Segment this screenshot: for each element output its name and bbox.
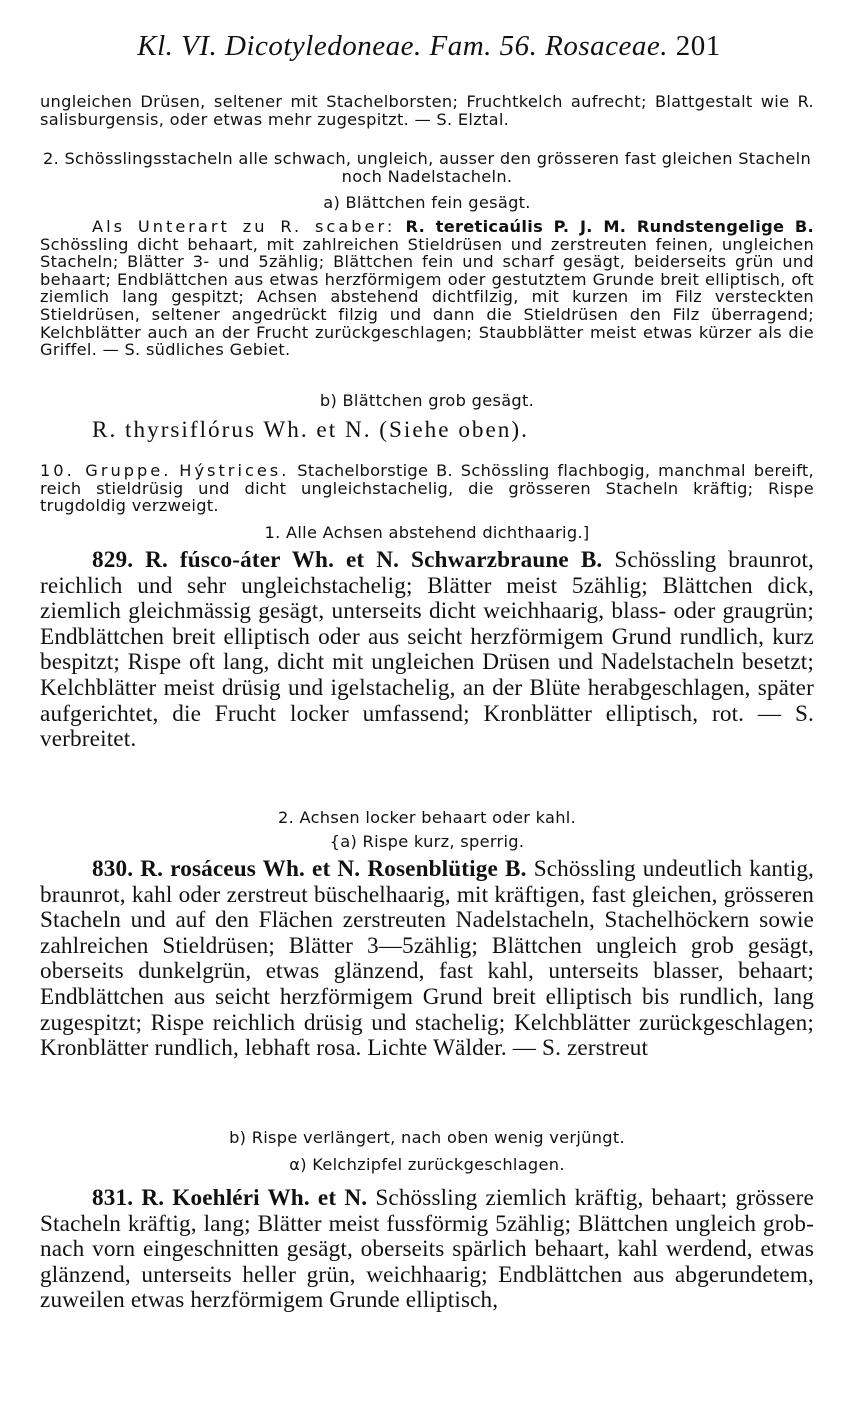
group-name: Hýstrices. (179, 461, 290, 480)
subheading-b: b) Blättchen grob gesägt. (319, 391, 535, 410)
unterart-intro: Als Unterart zu R. scaber: (92, 217, 396, 236)
species-829 (40, 548, 814, 753)
subheading-alpha: α) Kelchzipfel zurückgeschlagen. (289, 1155, 565, 1174)
unterart-text: Schössling dicht behaart, mit zahlreichen Stieldrüsen und zerstreuten feinen, ungleichen Stacheln; Blätter 3- und 5zählig; Blättchen fein und scharf gesägt, beiderseits grün und behaart; Endblättchen aus etwas herzförmigem oder gestutztem Grunde breit elliptisch, oft ziemlich lang gespitzt; Achsen abstehend dichtfilzig, mit kurzen im Filz versteckten Stieldrüsen, seltener angedrückt filzig und dann die Stieldrüsen den Filz überragend; Kelchblätter auch an der Frucht zurückgeschlagen; Staubblätter meist etwas kürzer als die Griffel. — S. südliches Gebiet. (40, 234, 814, 360)
group-label: 10. Gruppe. (40, 461, 172, 480)
species-829-text: Schössling braunrot, reichlich und sehr ungleichstachelig; Blätter meist 5zählig; Blättchen dick, ziemlich gleichmässig gesägt, unterseits dicht weichhaarig, blass- oder graugrün; Endblättchen breit elliptisch oder aus seicht herzförmigem Grund rundlich, kurz bespitzt; Rispe oft lang, dicht mit ungleichen Drüsen und Nadelstacheln besetzt; Kelchblätter meist drüsig und igelstachelig, an der Blüte herabgeschlagen, später aufgerichtet, die Frucht locker umfassend; Kronblätter elliptisch, rot. — S. verbreitet. (40, 547, 814, 753)
running-header (40, 30, 818, 70)
page-number: 201 (675, 30, 721, 62)
group-10-paragraph (40, 462, 814, 515)
subheading-a: a) Blättchen fein gesägt. (323, 193, 531, 212)
key-item-2: 2. Schösslingsstacheln alle schwach, ungleich, ausser den grösseren fast gleichen Stacheln noch Nadelstacheln. (42, 149, 812, 186)
unterart-name: R. tereticaúlis P. J. M. Rundstengelige B. (405, 217, 815, 236)
subheading-2: 2. Achsen locker behaart oder kahl. (277, 808, 577, 827)
paragraph-continuation: ungleichen Drüsen, seltener mit Stachelborsten; Fruchtkelch aufrecht; Blattgestalt wie R. salisburgensis, oder etwas mehr zugespitzt. — S. Elztal. (40, 92, 814, 129)
subheading-2a: {a) Rispe kurz, sperrig. (329, 832, 525, 851)
species-829-number: 829. (92, 547, 134, 573)
unterart-paragraph (40, 218, 814, 359)
species-831 (40, 1186, 814, 1314)
header-title: Kl. VI. Dicotyledoneae. Fam. 56. Rosaceae. (137, 30, 668, 62)
species-831-number: 831. (92, 1185, 134, 1211)
species-829-name: R. fúsco-áter Wh. et N. (145, 547, 400, 573)
species-830-number: 830. (92, 856, 134, 882)
species-830-german: Rosenblütige B. (367, 856, 527, 882)
thyrsiflorus-reference: R. thyrsiflórus Wh. et N. (Siehe oben). (92, 417, 529, 443)
species-830-text: Schössling undeutlich kantig, braunrot, kahl oder zerstreut büschelhaarig, mit kräftigen, fast gleichen, grösseren Stacheln und auf den Flächen zerstreuten Nadelstacheln, Stachelhöckern sowie zahlreichen Stieldrüsen; Blätter 3—5zählig; Blättchen ungleich grob gesägt, oberseits dunkelgrün, etwas glänzend, fast kahl, unterseits blasser, behaart; Endblättchen aus seicht herzförmigem Grund breit elliptisch bis rundlich, lang zugespitzt; Rispe reichlich drüsig und stachelig; Kelchblätter zurückgeschlagen; Kronblätter rundlich, lebhaft rosa. Lichte Wälder. — S. zerstreut (40, 856, 815, 1062)
species-831-text: Schössling ziemlich kräftig, behaart; grössere Stacheln kräftig, lang; Blätter meist fussförmig 5zählig; Blättchen ungleich grob- nach vorn eingeschnitten gesägt, oberseits spärlich behaart, kahl werdend, etwas glänzend, unterseits heller grün, weichhaarig; Endblättchen aus abgerundetem, zuweilen etwas herzförmigem Grunde elliptisch, (40, 1185, 814, 1314)
subheading-b2: b) Rispe verlängert, nach oben wenig verjüngt. (229, 1128, 625, 1147)
group-text: Stachelborstige B. Schössling flachbogig, manchmal bereift, reich stieldrüsig und dicht ungleichstachelig, die grösseren Stacheln kräftig; Rispe trugdoldig verzweigt. (40, 461, 814, 516)
subheading-1: 1. Alle Achsen abstehend dichthaarig.] (264, 523, 590, 542)
species-831-name: R. Koehléri Wh. et N. (141, 1185, 368, 1211)
species-830 (40, 857, 814, 1062)
species-830-name: R. rosáceus Wh. et N. (140, 856, 361, 882)
species-829-german: Schwarzbraune B. (411, 547, 603, 573)
